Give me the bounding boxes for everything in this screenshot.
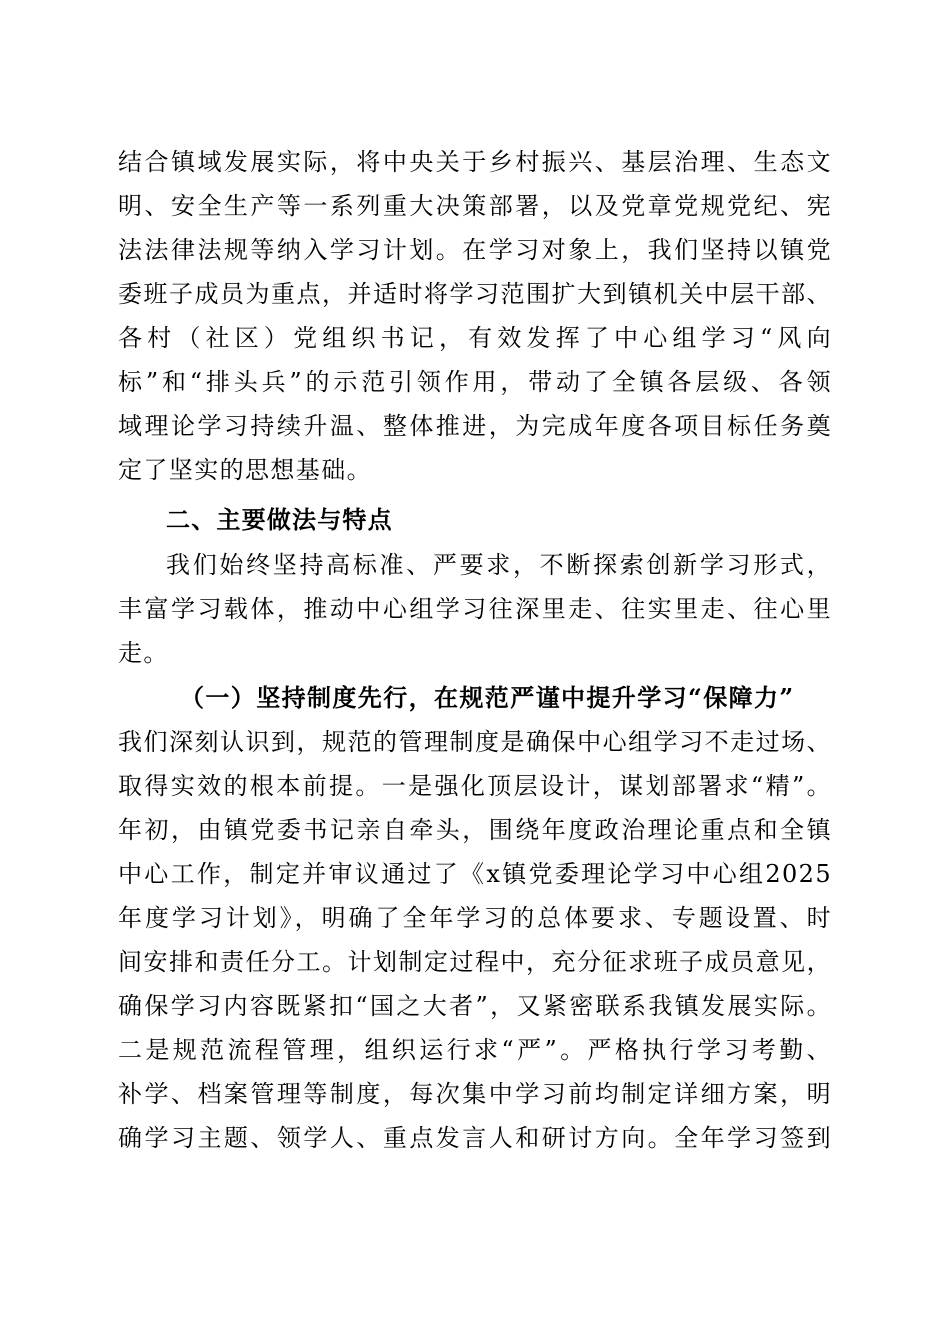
para3-line-7: 确保学习内容既紧扣“国之大者”，又紧密联系我镇发展实际。 (118, 992, 832, 1020)
para1-line-7: 域理论学习持续升温、整体推进，为完成年度各项目标任务奠 (118, 412, 832, 440)
para3-line-4: 中心工作，制定并审议通过了《x镇党委理论学习中心组2025 (118, 860, 832, 888)
para3-line-2: 取得实效的根本前提。一是强化顶层设计，谋划部署求“精”。 (118, 772, 832, 800)
section-heading: 二、主要做法与特点 (166, 506, 393, 534)
para2-line-3: 走。 (118, 639, 169, 667)
para2-line-1: 我们始终坚持高标准、严要求，不断探索创新学习形式， (166, 551, 832, 579)
para3-line-9: 补学、档案管理等制度，每次集中学习前均制定详细方案，明 (118, 1080, 832, 1108)
para3-line-8: 二是规范流程管理，组织运行求“严”。严格执行学习考勤、 (118, 1036, 832, 1064)
para1-line-8: 定了坚实的思想基础。 (118, 456, 372, 484)
subheading: （一）坚持制度先行，在规范严谨中提升学习“保障力” (180, 683, 795, 712)
para1-line-4: 委班子成员为重点，并适时将学习范围扩大到镇机关中层干部、 (118, 280, 832, 308)
para1-line-1: 结合镇域发展实际，将中央关于乡村振兴、基层治理、生态文 (118, 148, 832, 176)
para3-line-6: 间安排和责任分工。计划制定过程中，充分征求班子成员意见， (118, 948, 832, 976)
para2-line-2: 丰富学习载体，推动中心组学习往深里走、往实里走、往心里 (118, 595, 832, 623)
para1-line-2: 明、安全生产等一系列重大决策部署，以及党章党规党纪、宪 (118, 192, 832, 220)
para1-line-6: 标”和“排头兵”的示范引领作用，带动了全镇各层级、各领 (118, 368, 832, 396)
para3-line-3: 年初，由镇党委书记亲自牵头，围绕年度政治理论重点和全镇 (118, 816, 832, 844)
para1-line-5: 各村（社区）党组织书记，有效发挥了中心组学习“风向 (118, 324, 832, 352)
para3-line-10: 确学习主题、领学人、重点发言人和研讨方向。全年学习签到 (118, 1124, 832, 1152)
para3-line-5: 年度学习计划》，明确了全年学习的总体要求、专题设置、时 (118, 904, 832, 932)
para1-line-3: 法法律法规等纳入学习计划。在学习对象上，我们坚持以镇党 (118, 236, 832, 264)
para3-line-1: 我们深刻认识到，规范的管理制度是确保中心组学习不走过场、 (118, 728, 832, 756)
